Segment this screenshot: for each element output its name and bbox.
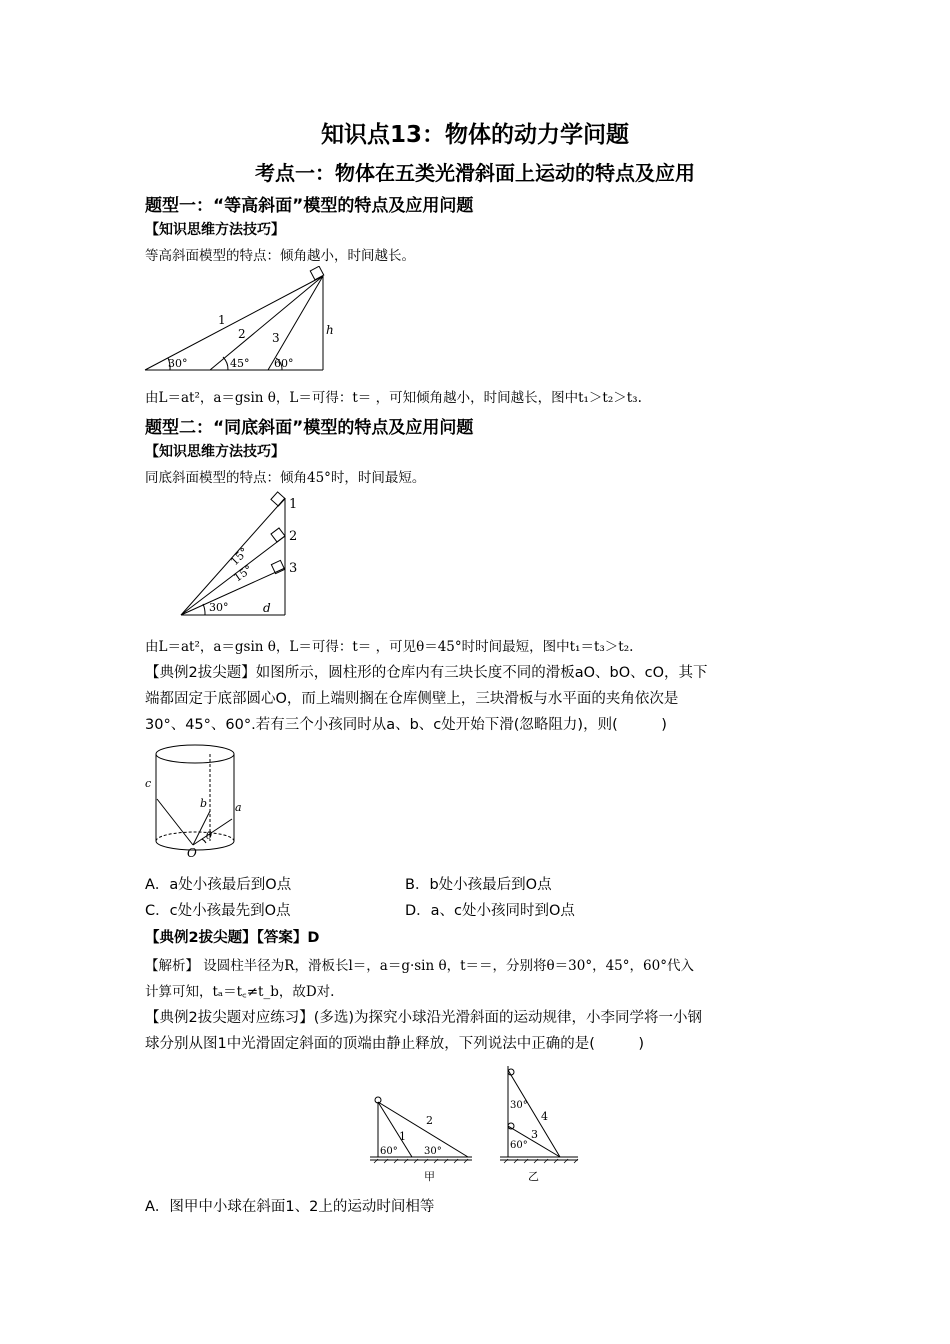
incline-label-3: 3 bbox=[289, 561, 298, 576]
label-O: O bbox=[187, 846, 197, 860]
example2-analysis-line1: 【解析】 设圆柱半径为R，滑板长l＝，a＝g·sin θ，t＝＝，分别将θ＝30°，45°，60°代入 bbox=[145, 958, 694, 974]
type2-formula: 由L＝at²，a＝gsin θ，L＝可得：t＝ ，可见θ＝45°时时间最短，图中t₁＝t₃＞t₂. bbox=[145, 639, 634, 655]
type1-heading: 题型一：“等高斜面”模型的特点及应用问题 bbox=[145, 196, 474, 216]
practice-line2: 球分别从图1中光滑固定斜面的顶端由静止释放，下列说法中正确的是( ) bbox=[145, 1036, 645, 1052]
height-label: h bbox=[326, 323, 334, 337]
type1-feature: 等高斜面模型的特点：倾角越小，时间越长。 bbox=[145, 248, 415, 264]
type1-tip-label: 【知识思维方法技巧】 bbox=[145, 222, 285, 238]
yi-angle-30: 30° bbox=[510, 1100, 528, 1111]
option-d[interactable]: D．a、c处小孩同时到O点 bbox=[405, 903, 575, 919]
angle-label-30: 30° bbox=[168, 357, 188, 370]
type1-formula: 由L＝at²，a＝gsin θ，L＝可得：t＝ ，可知倾角越小，时间越长，图中t₁＞t₂＞t₃. bbox=[145, 390, 642, 406]
option-a[interactable]: A．a处小孩最后到O点 bbox=[145, 877, 292, 893]
angle-label-30: 30° bbox=[209, 601, 229, 614]
angle-label-15b: 15° bbox=[231, 562, 255, 585]
label-theta: θ bbox=[206, 831, 213, 842]
yi-caption: 乙 bbox=[528, 1170, 539, 1183]
incline-label-2: 2 bbox=[238, 327, 246, 341]
figure-practice-inclines bbox=[360, 1060, 590, 1190]
type2-tip-label: 【知识思维方法技巧】 bbox=[145, 444, 285, 460]
example2-line1: 【典例2拔尖题】如图所示，圆柱形的仓库内有三块长度不同的滑板aO、bO、cO，其下 bbox=[145, 665, 708, 681]
practice-line1: 【典例2拔尖题对应练习】(多选)为探究小球沿光滑斜面的运动规律，小李同学将一小钢 bbox=[145, 1010, 703, 1026]
jia-label-1: 1 bbox=[399, 1130, 406, 1143]
base-label-d: d bbox=[263, 601, 271, 615]
example2-answer: 【典例2拔尖题】【答案】D bbox=[145, 930, 320, 946]
yi-label-4: 4 bbox=[541, 1110, 548, 1123]
example2-analysis-line2: 计算可知，tₐ＝t꜀≠t_b，故D对. bbox=[145, 984, 335, 1000]
jia-angle-30: 30° bbox=[424, 1146, 442, 1157]
example2-line3: 30°、45°、60°.若有三个小孩同时从a、b、c处开始下滑(忽略阻力)，则( ) bbox=[145, 717, 667, 733]
incline-2 bbox=[210, 276, 323, 370]
angle-label-60: 60° bbox=[274, 357, 294, 370]
jia-angle-60: 60° bbox=[380, 1146, 398, 1157]
option-b[interactable]: B．b处小孩最后到O点 bbox=[405, 877, 552, 893]
figure-cylinder-warehouse bbox=[140, 737, 250, 867]
top-ellipse bbox=[156, 745, 234, 763]
incline-label-2: 2 bbox=[289, 529, 298, 544]
angle-label-15a: 15° bbox=[227, 545, 251, 569]
label-b: b bbox=[200, 797, 208, 810]
page-title: 知识点13：物体的动力学问题 bbox=[320, 122, 629, 148]
practice-option-a[interactable]: A．图甲中小球在斜面1、2上的运动时间相等 bbox=[145, 1199, 435, 1215]
figure-same-base-inclines bbox=[175, 488, 315, 623]
incline-label-3: 3 bbox=[272, 331, 280, 345]
board-c bbox=[157, 799, 193, 845]
section-subtitle: 考点一：物体在五类光滑斜面上运动的特点及应用 bbox=[255, 161, 695, 185]
incline-label-1: 1 bbox=[289, 497, 298, 512]
jia-caption: 甲 bbox=[424, 1170, 435, 1183]
figure-equal-height-inclines bbox=[140, 266, 340, 376]
label-a: a bbox=[235, 801, 242, 814]
type2-heading: 题型二：“同底斜面”模型的特点及应用问题 bbox=[145, 418, 474, 438]
type2-feature: 同底斜面模型的特点：倾角45°时，时间最短。 bbox=[145, 470, 426, 486]
yi-angle-60: 60° bbox=[510, 1140, 528, 1151]
example2-line2: 端都固定于底部圆心O，而上端则搁在仓库侧壁上，三块滑板与水平面的夹角依次是 bbox=[145, 691, 679, 707]
jia-label-2: 2 bbox=[426, 1114, 433, 1127]
option-c[interactable]: C．c处小孩最先到O点 bbox=[145, 903, 291, 919]
label-c: c bbox=[145, 777, 152, 790]
angle-label-45: 45° bbox=[230, 357, 250, 370]
incline-1 bbox=[145, 276, 323, 370]
yi-label-3: 3 bbox=[531, 1128, 538, 1141]
incline-label-1: 1 bbox=[218, 313, 226, 327]
